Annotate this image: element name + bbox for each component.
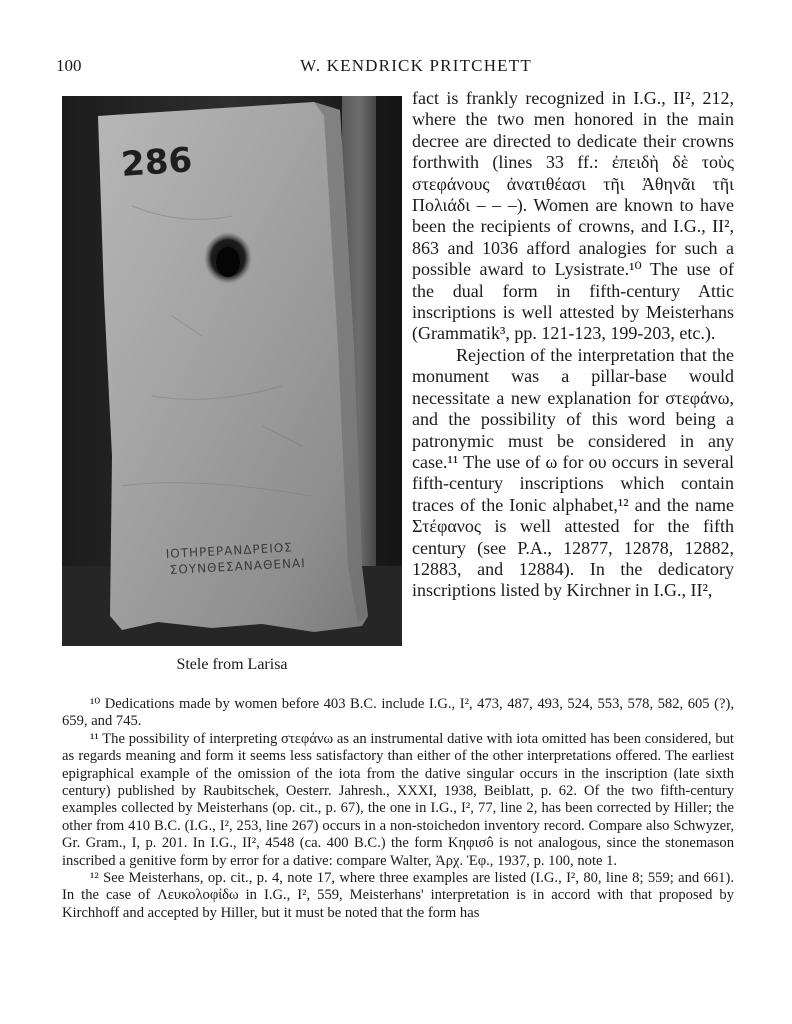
running-head: W. KENDRICK PRITCHETT (300, 56, 532, 75)
footnote-12: ¹² See Meisterhans, op. cit., p. 4, note 17, where three examples are listed (I.G., I², 80, line 8; 559; and 661). In the case of Λευκολοφίδω in I.G., I², 559, Meisterhans' interpretation is in accord with that proposed by Kirchhoff and accepted by Hiller, but it must be noted that the form has (62, 870, 734, 921)
stone-number: 286 (119, 140, 194, 185)
footnote-11: ¹¹ The possibility of interpreting στεφάνω as an instrumental dative with iota omitted has been considered, but as regards meaning and form it seems less satisfactory than either of the other interpretations offered. The earliest epigraphical example of the omission of the iota from the dative singular occurs in the inscription (late sixth century) published by Raubitschek, Oesterr. Jahresh., XXXI, 1938, Beiblatt, p. 62. Of the two fifth-century examples collected by Meisterhans (op. cit., p. 67), the one in I.G., I², 77, line 2, has been corrected by Hiller; the other from 410 B.C. (I.G., I², 253, line 267) occurs in a non-stoichedon inventory record. Compare also Schwyzer, Gr. Gram., I, p. 201. In I.G., II², 4548 (ca. 400 B.C.) the form Κηφισô is not analogous, since the stonemason inscribed a genitive form by error for a dative: compare Walter, Ἀρχ. Ἐφ., 1937, p. 100, note 1. (62, 730, 734, 869)
footnotes (62, 696, 734, 922)
inscription-line-1: ΙΟΤΗΡΕΡΑΝΔΡΕΙΟΣ (165, 540, 294, 561)
page-number: 100 (56, 56, 82, 75)
paragraph-2: Rejection of the interpretation that the monument was a pillar-base would necessitate a new explanation for στεφάνω, and the possibility of this word being a patronymic must be considered in any case.¹¹ The use of ω for ου occurs in several fifth-century inscriptions which contain traces of the Ionic alphabet,¹² and the name Στέφανος is well attested for the fifth century (see P.A., 12877, 12878, 12882, 12883, and 12884). In the dedicatory inscriptions listed by Kirchner in I.G., II², (412, 344, 734, 601)
stele-photograph (62, 96, 402, 646)
main-text-column (412, 88, 734, 602)
figure-caption: Stele from Larisa (176, 656, 288, 673)
paragraph-1: fact is frankly recognized in I.G., II², 212, where the two men honored in the main decree are directed to dedicate their crowns forthwith (lines 33 ff.: ἐπειδὴ δὲ τοὺς στεφάνους ἀνατιθέασι τῆι Ἀθηνᾶι τῆι Πολιάδι – – –). Women are known to have been the recipients of crowns, and I.G., II², 863 and 1036 afford analogies for such a possible award to Lysistrate.¹⁰ The use of the dual form in fifth-century Attic inscriptions is well attested by Meisterhans (Grammatik³, pp. 121-123, 199-203, etc.). (412, 88, 734, 344)
footnote-10: ¹⁰ Dedications made by women before 403 B.C. include I.G., I², 473, 487, 493, 524, 553, 578, 582, 605 (?), 659, and 745. (62, 696, 734, 730)
inscription-line-2: ΣΟΥΝΘΕΣΑΝΑΘΕΝΑΙ (169, 555, 307, 577)
